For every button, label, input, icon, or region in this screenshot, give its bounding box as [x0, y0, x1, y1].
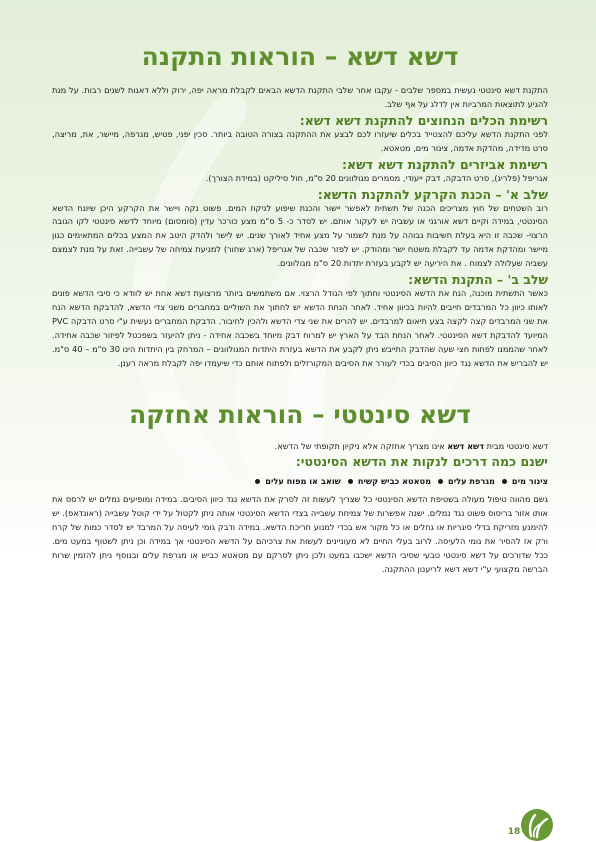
leaf-logo-icon	[520, 808, 554, 842]
bullet-label: שואב או מפוח עלים	[265, 476, 341, 487]
installation-intro: התקנת דשא סינטטי נעשית במספר שלבים - עקבו אחר שלבי התקנת הדשא הבאים לקבלת מראה יפה, ירוק וללא דאגות לשנים רבות. על מנת להגיע לתוצאות המרביות אין לדלג על אף שלב.	[52, 85, 548, 109]
step-a-heading: שלב א' – הכנת הקרקע להתקנת הדשא:	[317, 186, 548, 202]
maintenance-intro	[52, 440, 548, 454]
list-item	[438, 473, 495, 489]
intro-prefix: דשא סינטטי מבית	[486, 440, 548, 451]
list-item	[502, 473, 548, 489]
maintenance-body: גשם מהווה טיפול מעולה בשטיפת הדשא הסינטטי כל שצריך לעשות זה לסרק את הדשא נגד כיוון הסיבים. במידה ומופיעים נמלים יש לרסס את אותו אזור בריסוס פשוט נגד נמלים. ישנה אפשרות של צמיחת עשבייה בצדי הדשא הסינטטי אותה ניתן לקטול על ידי קוטל עשבייה (ראונדאפ). יש להימנע מזריקת בדלי סיגריות או גחלים או כל מקור אש בכדי למנוע חריכת הדשא. במידה ודבק גומי לעיסה על המרבד יש לסדר כמות של קרח ורק אז להסיר את גומי הלעיסה. לרוב בעלי החיים לא מעוניינים לעשות את צרכיהם על הדשא הסינטטי אך במידה וכן ניתן לשטוף במעט מים. ככל שדורכים על דשא סינטטי טבעי שסיבי הדשא ישכבו במעט ולכן ניתן לסרקם עם מטאטא כביש או מגרפת עלים ובנוסף ניתן להזמין שרות הברשה מקצועי ע"י דשא דשא לריענון ההתקנה.	[52, 494, 548, 574]
step-b-heading: שלב ב' – התקנת הדשא:	[408, 272, 548, 288]
installation-title: דשא דשא – הוראות התקנה	[141, 42, 459, 71]
bullet-label: מטאטא כביש קשיח	[357, 476, 432, 487]
bullet-label: מגרפת עלים	[448, 476, 495, 487]
list-item	[348, 473, 431, 489]
accessories-text: אגריפל (פלריג), סרט הדבקה, דבק ייעודי, מסמרים מגולוונים 20 ס"מ, חול סיליקט (במידת הצורך).	[205, 172, 548, 183]
maintenance-title: דשא סינטטי – הוראות אחזקה	[129, 399, 471, 429]
content	[52, 40, 548, 577]
step-b-text: כאשר התשתית מוכנה, הנח את הדשא הסינטטי וחתוך לפי הגודל הרצוי. אם משתמשים ביותר מרצועת דשא אחת יש לוודא כי סיבי הדשא פונים לאותו כיוון כל המרבדים חייבים להיות בכיוון אחיד. לאחר הנחת הדשא יש לחתוך את השוליים במחברים משני צדי הדשא, להדבקת הדשא הנח את שני המרבדים קצה לקצה בצע תיאום למרבדים. יש להרים את שני צדי הדשא ולהכין לחיבור. הדבקת המחברים נעשית ע"י סרט הדבקה PVC המיועד להדבקת דשא הסינטטי. לאחר הנחת הבד על הארץ יש למרוח דבק מיוחד בשכבה אחידה - ניתן להיעזר בשפכטל לפיזור שכבה אחידה. לאחר שהממנו לפחות חצי שעה שהדבק התייבש ניתן לקבע את הדשא בעזרת היתדות המגולוונים – המרחק בין היתדות הינו 30 ס"מ – 40 ס"מ. יש להבריש את הדשא נגד כיוון הסיבים בכדי לעורר את הסיבים המקורזלים ולפתוח אותם כדי שיעמדו יפה לקבלת מראה רענן.	[52, 288, 548, 368]
cleaning-ways-heading: ישנם כמה דרכים לנקות את הדשא הסינטטי:	[295, 454, 548, 470]
step-a-text: רוב השטחים של חוץ מצריכים הכנה של תשתית לאפשר יישור והכנת שיפוע לניקוז המים. פשוט נקה ויישר את הקרקע היכן שיונח הדשא הסינטטי, במידה וקיים דשא אורגני או עשביה יש לעקור אותם. יש לסדר כ- 5 ס"מ מצע כורכר עדין (סומסום) מיוחד לדשא סינטטי לקו הגובה הרצוי- שכבה זו היא בעלת חשיבות גבוהה על מנת לשמור על מצע אחיד לאורך שנים. יש לישר ולהדק היטב את המצע בכלים המתאימים כגון מיישר ומהדקת אדמה עד לקבלת משטח ישר ומהודק. יש לפזר שכבה של אגריפל (ארג שחור) למניעת צמיחה של עשבייה. זאת על מנת לצמצם עשביה שעלולה לצמוח . את היריעה יש לקבע בעזרת יתדות 20 ס"מ מגולוונים.	[52, 202, 548, 269]
bullet-label: צינור מים	[511, 476, 548, 487]
page-number: 18	[507, 827, 521, 837]
list-item	[255, 473, 341, 489]
tools-heading: רשימת הכלים הנחוצים להתקנת דשא דשא:	[299, 112, 548, 128]
tools-text: לפני התקנת הדשא עליכם להצטייד בכלים שיעזרו לכם לבצע את ההתקנה בצורה הטובה ביותר. סכין יפני, פטיש, מגרפה, מיישר, את, מריצה, סרט מדידה, מהדקת אדמה, צינור מים, מטאטא.	[52, 128, 548, 153]
intro-brand: דשא דשא	[447, 440, 485, 451]
cleaning-methods-list	[52, 473, 548, 489]
intro-suffix: אינו מצריך אחזקה אלא ניקיון תקופתי של הדשא.	[274, 440, 445, 451]
accessories-heading: רשימת אביזרים להתקנת דשא דשא:	[342, 156, 548, 172]
